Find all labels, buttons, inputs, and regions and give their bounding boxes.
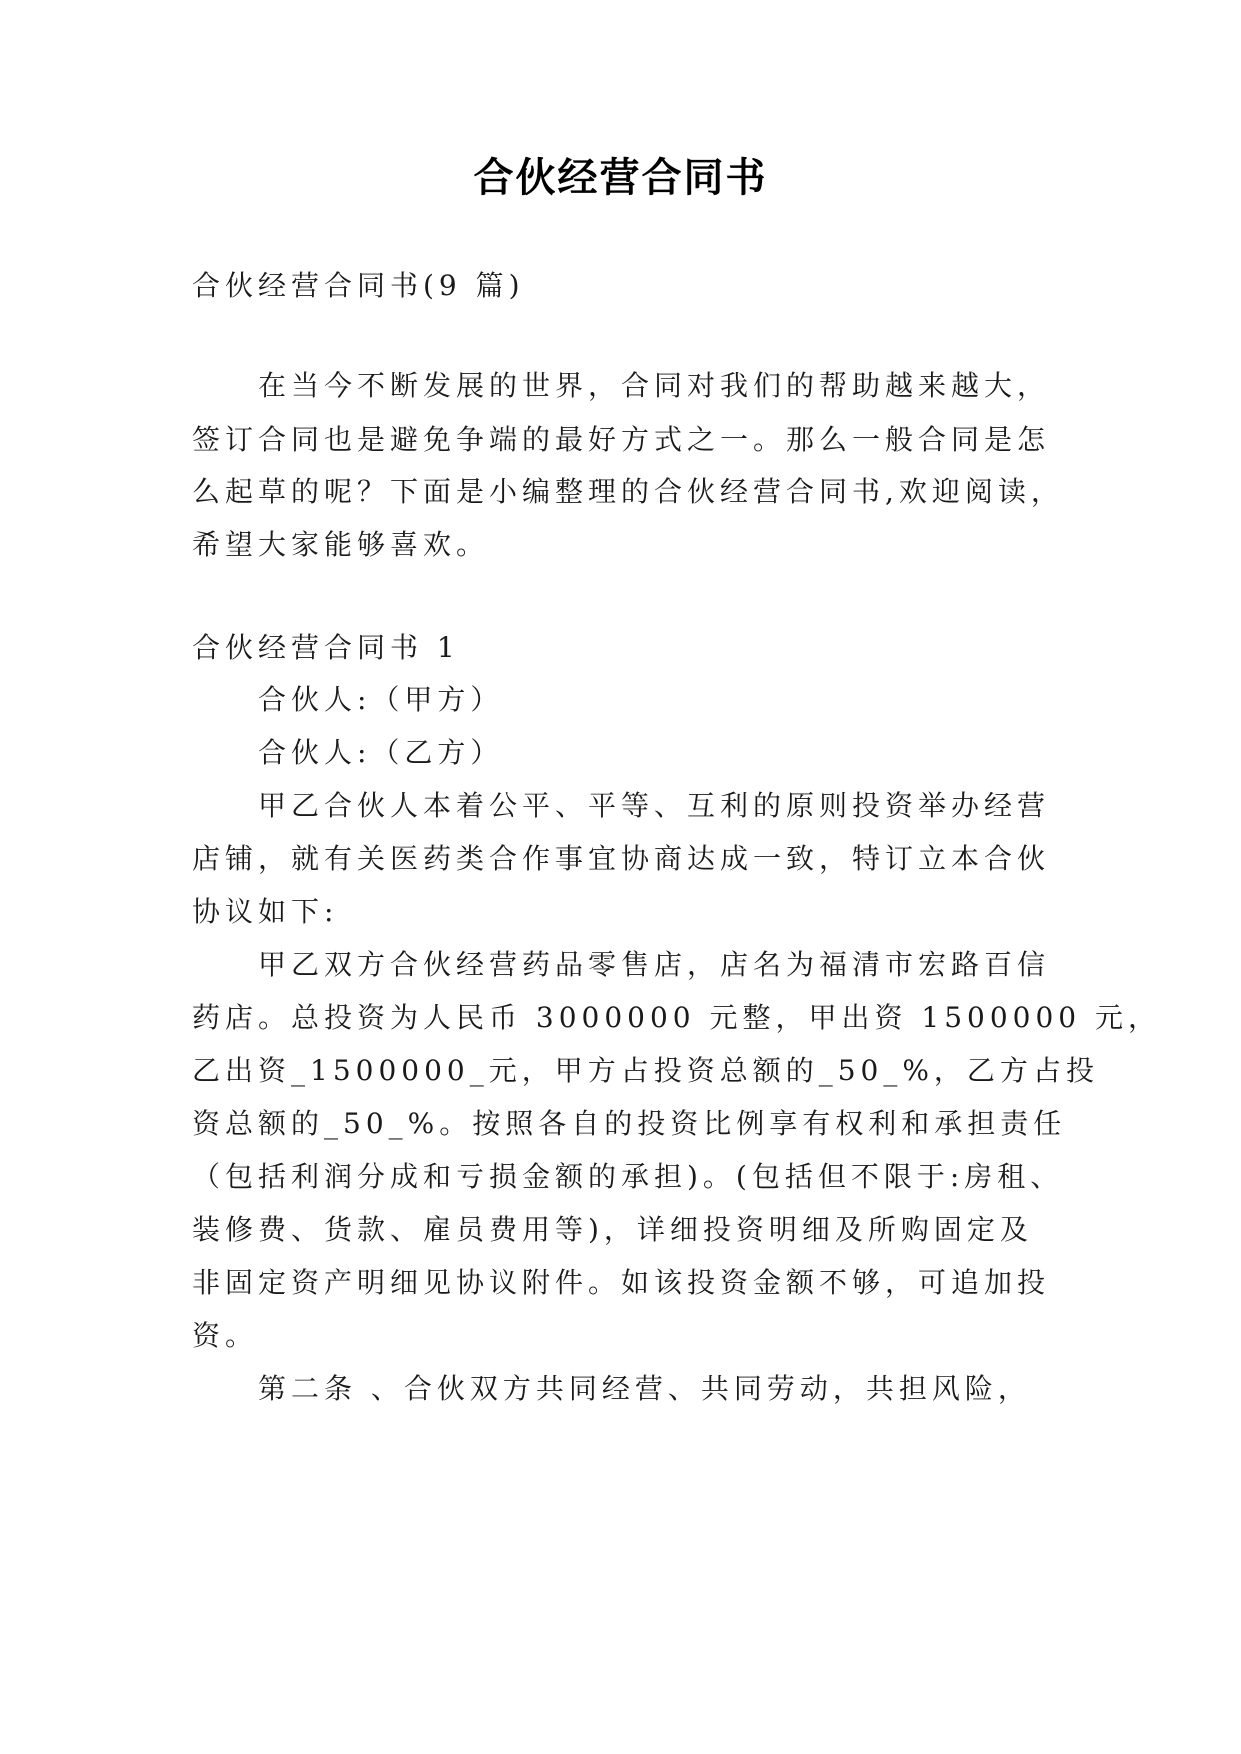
body-line: 药店。总投资为人民币 3000000 元整，甲出资 1500000 元， [192,1001,1162,1034]
document-title: 合伙经营合同书 [473,155,768,201]
body-line: 第二条 、合伙双方共同经营、共同劳动，共担风险， [258,1372,1031,1405]
body-line: 协议如下: [192,895,339,928]
body-line: 甲乙合伙人本着公平、平等、互利的原则投资举办经营 [258,789,1051,822]
party-line: 合伙人:（甲方） [258,683,504,716]
body-line: 资总额的_50_%。按照各自的投资比例享有权利和承担责任 [192,1107,1067,1140]
intro-line: 签订合同也是避免争端的最好方式之一。那么一般合同是怎 [192,423,1051,456]
document-subtitle: 合伙经营合同书(9 篇) [192,269,525,302]
intro-line: 么起草的呢？下面是小编整理的合伙经营合同书,欢迎阅读， [192,475,1064,508]
body-line: 资。 [192,1319,259,1352]
body-line: 甲乙双方合伙经营药品零售店，店名为福清市宏路百信 [258,948,1051,981]
body-line: 店铺，就有关医药类合作事宜协商达成一致，特订立本合伙 [192,842,1051,875]
section-heading: 合伙经营合同书 1 [192,631,460,664]
party-line: 合伙人:（乙方） [258,736,504,769]
body-line: 非固定资产明细见协议附件。如该投资金额不够，可追加投 [192,1266,1051,1299]
body-line: 装修费、货款、雇员费用等)，详细投资明细及所购固定及 [192,1213,1033,1246]
intro-line: 在当今不断发展的世界，合同对我们的帮助越来越大， [258,369,1051,402]
intro-line: 希望大家能够喜欢。 [192,528,490,561]
body-line: （包括利润分成和亏损金额的承担)。(包括但不限于:房租、 [192,1160,1064,1193]
body-line: 乙出资_1500000_元，甲方占投资总额的_50_%，乙方占投 [192,1054,1099,1087]
